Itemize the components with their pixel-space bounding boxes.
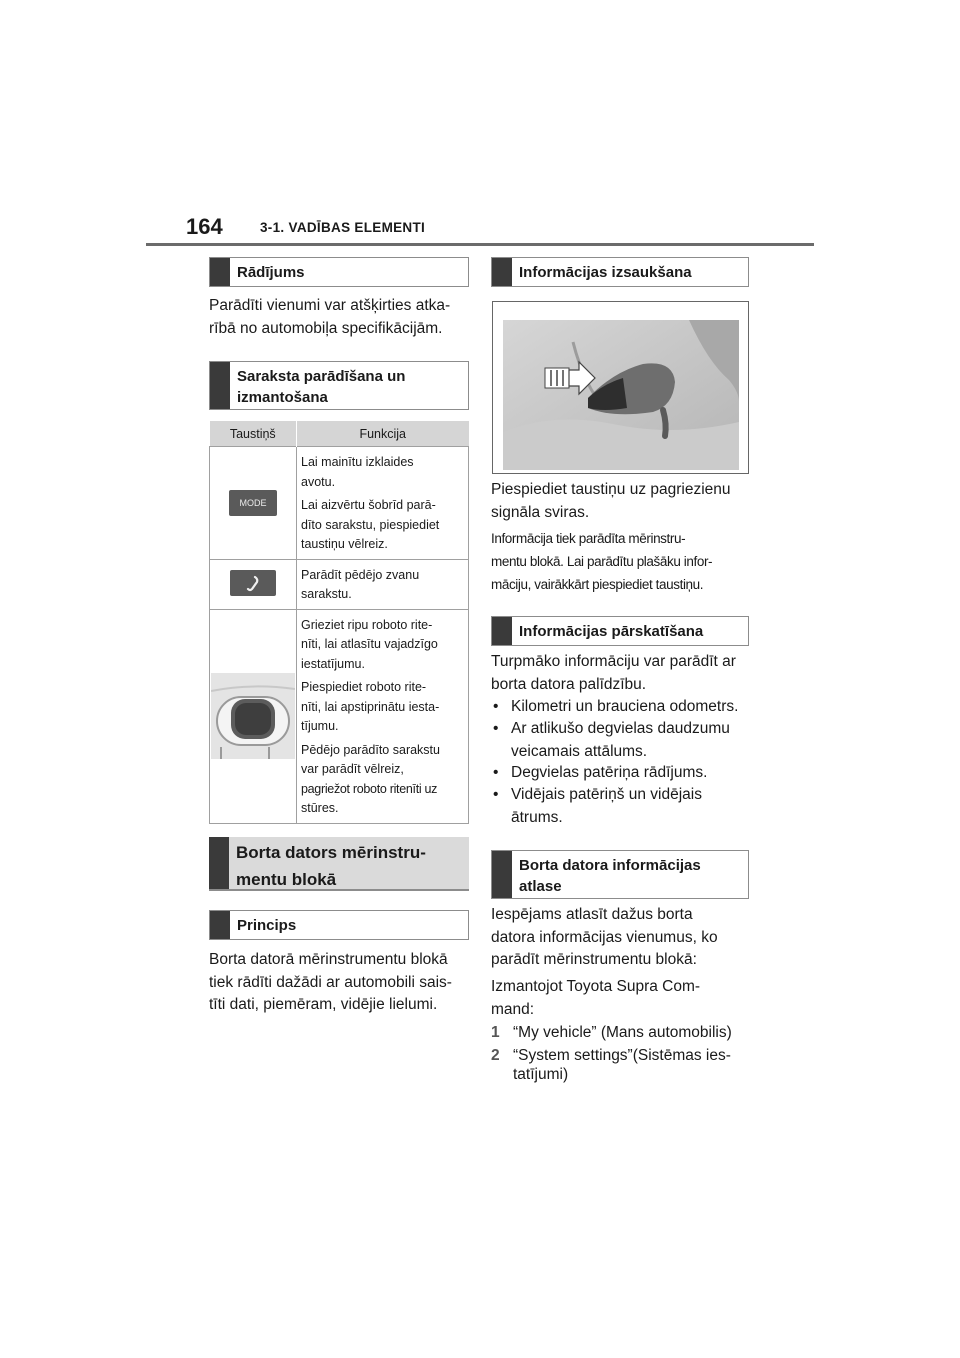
header-rule	[146, 243, 814, 246]
list-item: 2 “System settings”(Sistēmas ies- tatījumi)	[491, 1047, 731, 1083]
paragraph-command: Izmantojot Toyota Supra Com- mand:	[491, 978, 701, 1018]
heading-display: Rādījums	[209, 257, 469, 287]
table-row: MODE Lai mainītu izklaides avotu. Lai aizvērtu šobrīd parā- dīto sarakstu, piespiediet taustiņu vēlreiz.	[210, 447, 469, 560]
heading-info-select: Borta datora informācijas atlase	[491, 850, 749, 899]
heading-info-browse: Informācijas pārskatīšana	[491, 616, 749, 646]
list-item: • Vidējais patēriņš un vidējais ātrums.	[493, 786, 702, 826]
keys-table	[209, 421, 469, 824]
roller-wheel-icon	[211, 673, 295, 759]
page-number: 164	[186, 214, 223, 239]
note-info-call: Informācija tiek parādīta mērinstru- mentu blokā. Lai parādītu plašāku infor- māciju, vairākkārt piespiediet taustiņu.	[491, 531, 713, 592]
turn-signal-lever-image	[492, 301, 749, 474]
chapter-title: 3-1. VADĪBAS ELEMENTI	[260, 220, 426, 235]
paragraph-info-select: Iespējams atlasīt dažus borta datora informācijas vienumus, ko parādīt mērinstrumentu blokā:	[491, 906, 718, 968]
phone-button-icon	[230, 570, 276, 596]
list-item: • Degvielas patēriņa rādījums.	[493, 764, 708, 781]
table-header-function: Funkcija	[297, 421, 469, 447]
heading-principle: Princips	[209, 910, 469, 940]
table-header-key: Taustiņš	[210, 421, 297, 447]
heading-board-computer: Borta dators mērinstru- mentu blokā	[209, 837, 469, 891]
paragraph-principle: Borta datorā mērinstrumentu blokā tiek rādīti dažādi ar automobili sais- tīti dati, piemēram, vidējie lielumi.	[209, 951, 452, 1013]
heading-info-call: Informācijas izsaukšana	[491, 257, 749, 287]
turn-signal-lever-button-icon	[493, 302, 749, 474]
paragraph-display: Parādīti vienumi var atšķirties atka- rībā no automobiļa specifikācijām.	[209, 297, 451, 337]
list-item: • Ar atlikušo degvielas daudzumu veicamais attālums.	[493, 720, 730, 760]
paragraph-info-call: Piespiediet taustiņu uz pagriezienu signāla sviras.	[491, 481, 731, 521]
table-row: Grieziet ripu roboto rite- nīti, lai atlasītu vajadzīgo iestatījumu. Piespiediet roboto rite- nīti, lai apstiprinātu iesta- tījumu. Pēdējo parādīto sarakstu var parādīt vēlreiz, pagriežot roboto ritenīti uz stūres.	[210, 609, 469, 823]
table-row: Parādīt pēdējo zvanu sarakstu.	[210, 559, 469, 609]
list-item: • Kilometri un brauciena odometrs.	[493, 698, 739, 715]
list-item: 1 “My vehicle” (Mans automobilis)	[491, 1024, 732, 1041]
paragraph-info-browse: Turpmāko informāciju var parādīt ar borta datora palīdzību.	[491, 653, 736, 693]
mode-button-icon: MODE	[229, 490, 277, 516]
heading-list-usage: Saraksta parādīšana un izmantošana	[209, 361, 469, 410]
